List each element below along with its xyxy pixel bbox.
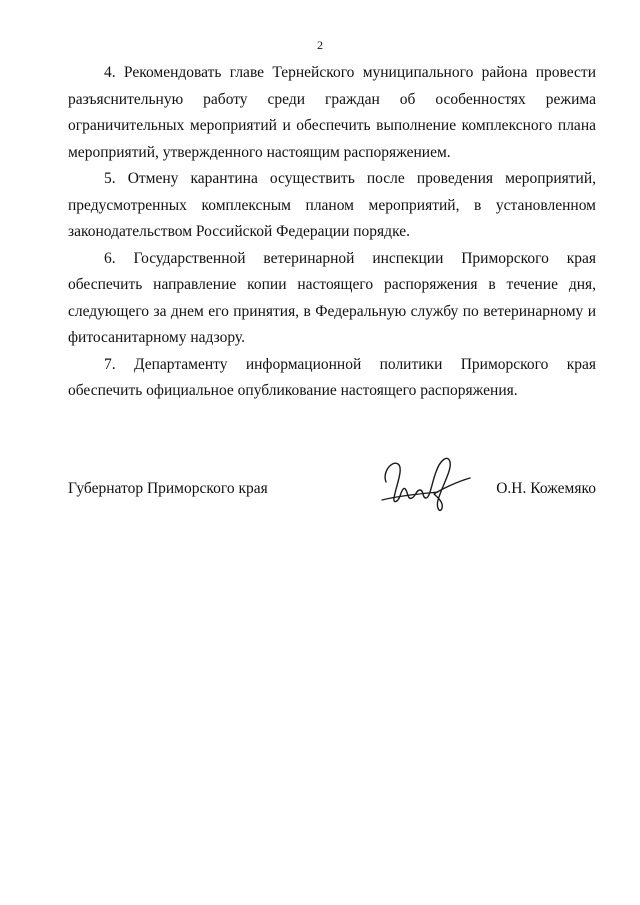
signature-block — [68, 470, 596, 520]
document-body — [68, 60, 596, 405]
signatory-position: Губернатор Приморского края — [68, 480, 268, 497]
paragraph-5: 5. Отмену карантина осуществить после проведения мероприятий, предусмотренных комплексным планом мероприятий, в установленном законодательством Российской Федерации порядке. — [68, 170, 596, 240]
paragraph-4: 4. Рекомендовать главе Тернейского муниципального района провести разъяснительную работу среди граждан об особенностях режима ограничительных мероприятий и обеспечить выполнение комплексного плана мероприятий, утвержденного настоящим распоряжением. — [68, 64, 596, 161]
paragraph-7: 7. Департаменту информационной политики Приморского края обеспечить официальное опубликование настоящего распоряжения. — [68, 355, 596, 399]
page-number: 2 — [317, 38, 323, 52]
handwritten-signature — [378, 442, 478, 522]
signatory-name: О.Н. Кожемяко — [496, 480, 596, 497]
paragraph-6: 6. Государственной ветеринарной инспекции Приморского края обеспечить направление копии настоящего распоряжения в течение дня, следующего за днем его принятия, в Федеральную службу по ветеринарному и фитосанитарному надзору. — [68, 249, 596, 346]
